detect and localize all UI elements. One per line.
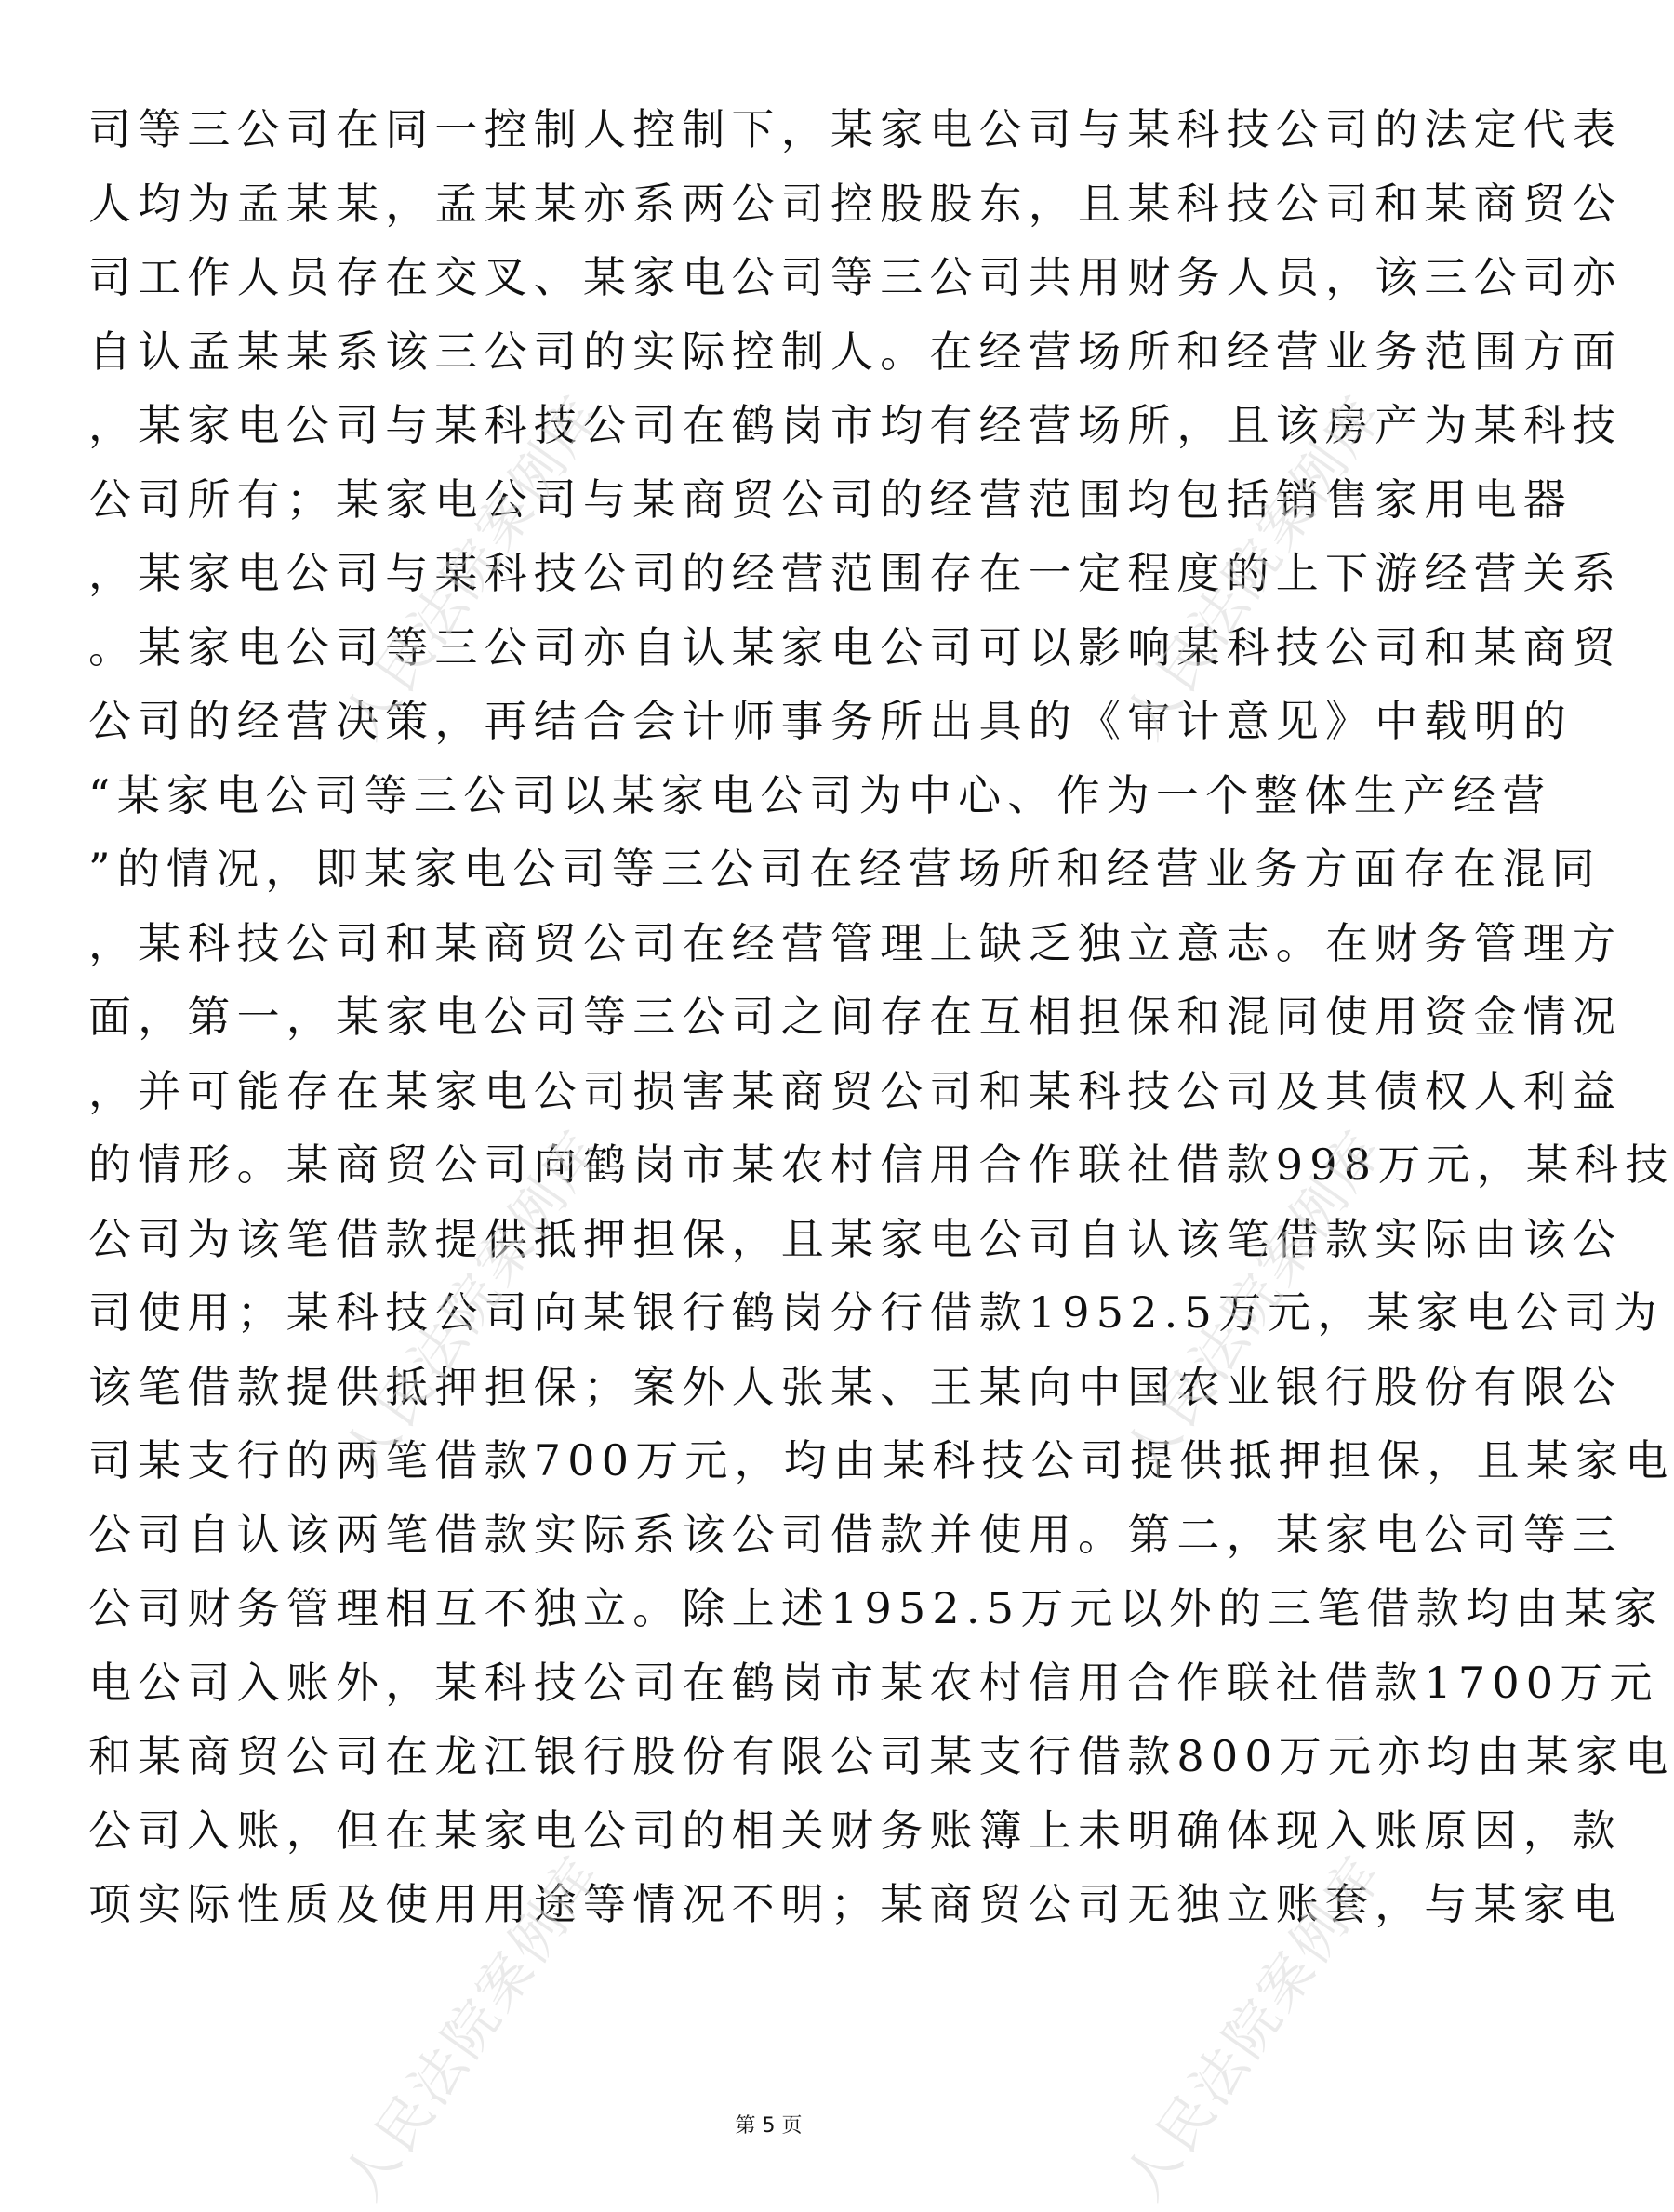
- text-line: 公司自认该两笔借款实际系该公司借款并使用。第二，某家电公司等三: [88, 1509, 1623, 1560]
- text-line: 的情形。某商贸公司向鹤岗市某农村信用合作联社借款998万元，某科技: [88, 1139, 1674, 1190]
- watermark: 人民法院案例库: [330, 1843, 615, 2211]
- text-line: 公司财务管理相互不独立。除上述1952.5万元以外的三笔借款均由某家: [88, 1583, 1664, 1633]
- text-line: 司工作人员存在交叉、某家电公司等三公司共用财务人员，该三公司亦: [88, 252, 1623, 302]
- text-line: 公司入账，但在某家电公司的相关财务账簿上未明确体现入账原因，款: [88, 1805, 1623, 1856]
- text-line: 公司所有；某家电公司与某商贸公司的经营范围均包括销售家用电器: [88, 473, 1573, 525]
- document-body: [88, 93, 1674, 1942]
- text-line: ，某家电公司与某科技公司的经营范围存在一定程度的上下游经营关系: [88, 548, 1623, 598]
- text-line: ”的情况，即某家电公司等三公司在经营场所和经营业务方面存在混同: [88, 844, 1601, 894]
- text-line: ，某家电公司与某科技公司在鹤岗市均有经营场所，且该房产为某科技: [88, 400, 1623, 450]
- watermark: 人民法院案例库: [1111, 1117, 1396, 1486]
- text-line: 司某支行的两笔借款700万元，均由某科技公司提供抵押担保，且某家电: [88, 1435, 1674, 1486]
- text-line: 面，第一，某家电公司等三公司之间存在互相担保和混同使用资金情况: [88, 992, 1623, 1042]
- text-line: “某家电公司等三公司以某家电公司为中心、作为一个整体生产经营: [88, 769, 1552, 820]
- text-line: 和某商贸公司在龙江银行股份有限公司某支行借款800万元亦均由某家电: [88, 1731, 1674, 1781]
- text-line: 司等三公司在同一控制人控制下，某家电公司与某科技公司的法定代表: [88, 104, 1623, 154]
- text-line: 公司为该笔借款提供抵押担保，且某家电公司自认该笔借款实际由该公: [88, 1213, 1623, 1264]
- text-line: 人均为孟某某，孟某某亦系两公司控股股东，且某科技公司和某商贸公: [88, 178, 1623, 229]
- text-line: 该笔借款提供抵押担保；案外人张某、王某向中国农业银行股份有限公: [88, 1361, 1623, 1412]
- text-line: 项实际性质及使用用途等情况不明；某商贸公司无独立账套，与某家电: [88, 1879, 1623, 1929]
- watermark: 人民法院案例库: [1111, 1843, 1396, 2211]
- text-line: 自认孟某某系该三公司的实际控制人。在经营场所和经营业务范围方面: [88, 326, 1623, 377]
- text-line: ，某科技公司和某商贸公司在经营管理上缺乏独立意志。在财务管理方: [88, 917, 1623, 968]
- text-line: 公司的经营决策，再结合会计师事务所出具的《审计意见》中载明的: [88, 696, 1573, 746]
- text-line: 司使用；某科技公司向某银行鹤岗分行借款1952.5万元，某家电公司为: [88, 1287, 1664, 1338]
- text-line: 电公司入账外，某科技公司在鹤岗市某农村信用合作联社借款1700万元: [88, 1657, 1659, 1708]
- text-line: ，并可能存在某家电公司损害某商贸公司和某科技公司及其债权人利益: [88, 1065, 1623, 1116]
- watermark: 人民法院案例库: [330, 382, 615, 751]
- watermark: 人民法院案例库: [1111, 382, 1396, 751]
- text-line: 。某家电公司等三公司亦自认某家电公司可以影响某科技公司和某商贸: [88, 621, 1623, 673]
- page-number: 第 5 页: [735, 2114, 803, 2138]
- watermark: 人民法院案例库: [330, 1117, 615, 1486]
